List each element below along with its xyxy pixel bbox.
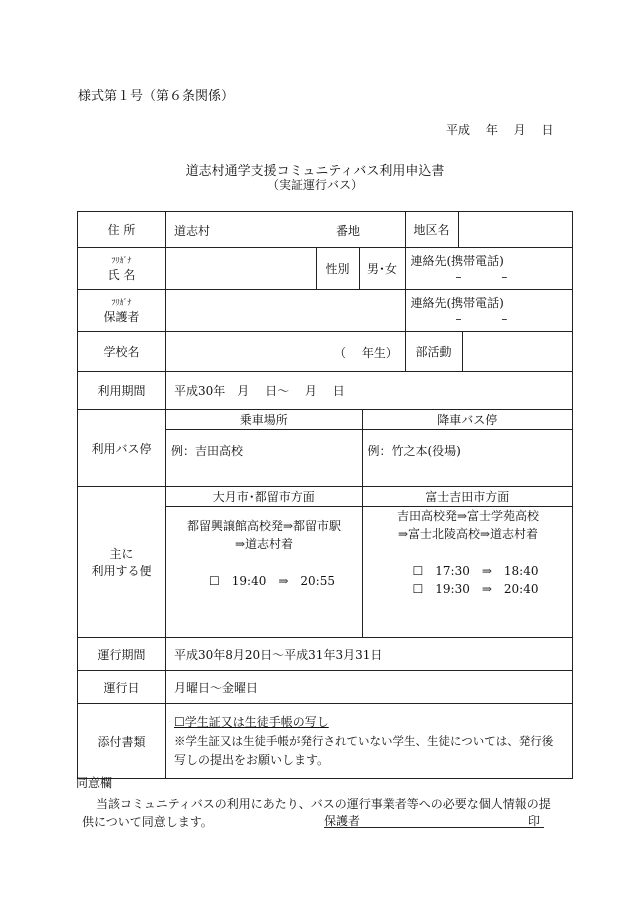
grade-text: （ 年生） <box>334 346 398 360</box>
form-number: 様式第１号（第６条関係） <box>78 89 235 104</box>
guardian-label: 保護者 <box>103 309 140 324</box>
district-label: 地区名 <box>405 212 458 247</box>
name-furigana: ﾌﾘｶﾞﾅ <box>111 255 132 265</box>
district-field[interactable] <box>458 212 572 247</box>
operation-day-value: 月曜日〜金曜日 <box>166 671 573 704</box>
consent-guardian-label: 保護者 <box>324 814 361 828</box>
service-label-1: 主に <box>109 547 134 561</box>
stop-label: 利用バス停 <box>78 410 166 487</box>
student-contact-label: 連絡先(携帯電話) <box>410 254 504 268</box>
route-right-time[interactable]: ☐ 19:30 ⇒ 20:40 <box>412 581 539 596</box>
guardian-contact-label: 連絡先(携帯電話) <box>410 296 504 310</box>
form-title: 道志村通学支援コミュニティバス利用申込書 <box>185 164 445 179</box>
attachment-label: 添付書類 <box>78 704 166 779</box>
service-label-2: 利用する便 <box>91 564 152 578</box>
route-right-header: 富士吉田市方面 <box>362 487 572 506</box>
gender-options[interactable]: 男･女 <box>359 248 405 289</box>
guardian-signature-field[interactable] <box>324 812 544 828</box>
school-label: 学校名 <box>78 332 166 372</box>
period-label: 利用期間 <box>78 372 166 410</box>
period-value[interactable]: 平成30年 月 日〜 月 日 <box>166 372 573 410</box>
guardian-contact-dashes: – – <box>455 312 508 326</box>
route-left-line2: ⇒道志村着 <box>234 536 294 551</box>
route-right-line1: 吉田高校発⇒富士学苑高校 <box>396 508 540 523</box>
name-field[interactable] <box>166 248 316 289</box>
consent-heading: 同意欄 <box>76 776 113 790</box>
operation-period-value: 平成30年8月20日〜平成31年3月31日 <box>166 638 573 671</box>
route-left-time[interactable]: ☐ 19:40 ⇒ 20:55 <box>209 573 335 588</box>
guardian-field[interactable] <box>166 290 405 331</box>
club-label: 部活動 <box>405 332 462 371</box>
boarding-example[interactable]: 例：吉田高校 <box>166 429 362 486</box>
club-field[interactable] <box>462 332 572 371</box>
address-suffix: 番地 <box>336 224 361 238</box>
address-label: 住 所 <box>78 212 166 248</box>
attachment-note-1: ※学生証又は生徒手帳が発行されていない学生、生徒については、発行後 <box>174 733 554 748</box>
name-label: 氏 名 <box>107 267 136 282</box>
guardian-furigana: ﾌﾘｶﾞﾅ <box>111 297 132 307</box>
application-form-table <box>77 211 573 779</box>
operation-period-label: 運行期間 <box>78 638 166 671</box>
alighting-example[interactable]: 例：竹之本(役場) <box>367 443 461 458</box>
operation-day-label: 運行日 <box>78 671 166 704</box>
gender-label: 性別 <box>316 248 359 289</box>
consent-line-1: 当該コミュニティバスの利用にあたり、バスの運行事業者等への必要な個人情報の提 <box>96 797 551 811</box>
attachment-note-2: 写しの提出をお願いします。 <box>174 752 330 767</box>
seal-mark: 印 <box>527 814 540 828</box>
route-left-line1: 都留興譲館高校発⇒都留市駅 <box>186 518 342 533</box>
consent-line-2: 供について同意します。 <box>82 815 213 829</box>
route-right-line2: ⇒富士北陵高校⇒道志村着 <box>397 526 539 541</box>
alighting-header: 降車バス停 <box>362 410 572 429</box>
student-contact-dashes: – – <box>455 270 508 284</box>
form-subtitle: （実証運行バス） <box>266 178 363 192</box>
route-left-header: 大月市･都留市方面 <box>166 487 362 506</box>
date-line: 平成 年 月 日 <box>446 123 554 137</box>
route-right-time[interactable]: ☐ 17:30 ⇒ 18:40 <box>412 563 539 578</box>
address-prefix: 道志村 <box>174 224 211 238</box>
attachment-checkbox[interactable]: ☐学生証又は生徒手帳の写し <box>174 714 329 729</box>
boarding-header: 乗車場所 <box>166 410 362 429</box>
